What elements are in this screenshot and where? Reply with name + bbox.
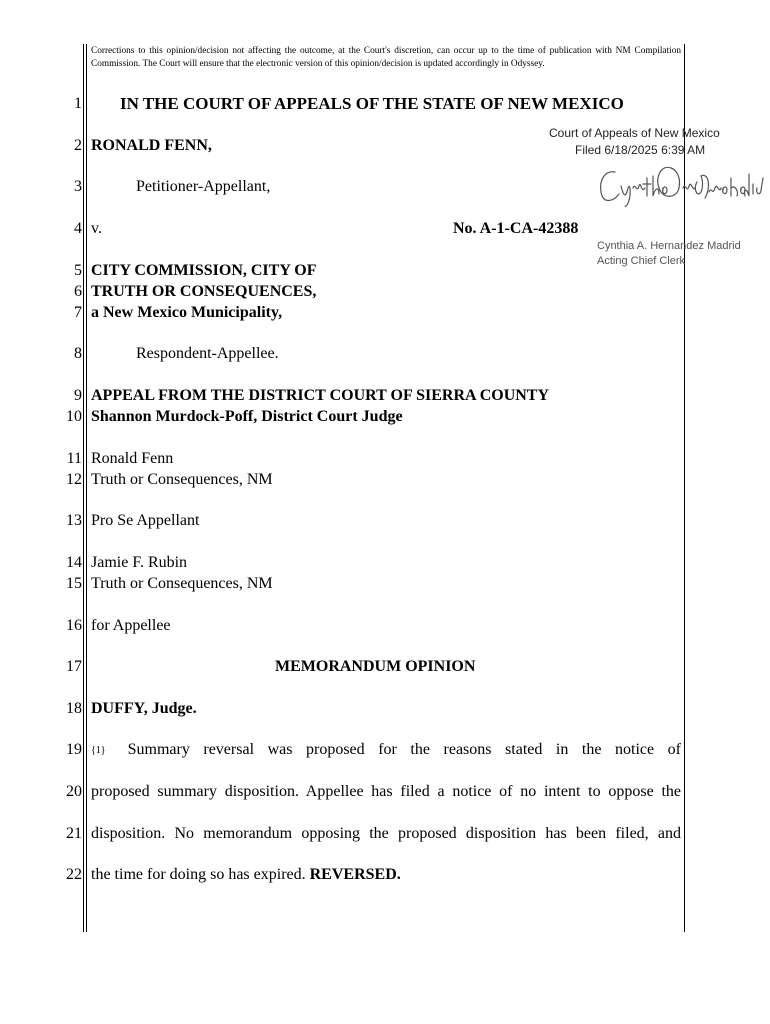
line-number: 13 xyxy=(66,512,82,529)
line-number: 16 xyxy=(66,617,82,634)
court-heading: IN THE COURT OF APPEALS OF THE STATE OF NEW MEXICO xyxy=(120,94,624,113)
line-number: 6 xyxy=(74,283,82,300)
petitioner-role: Petitioner-Appellant, xyxy=(136,178,271,195)
body-text: the time for doing so has expired. xyxy=(91,866,306,883)
body-line-22 xyxy=(91,866,401,884)
body-text: Summary reversal was proposed for the reasons stated in the notice of xyxy=(127,741,681,758)
body-line-21: disposition. No memorandum opposing the proposed disposition has been filed, and xyxy=(91,825,681,842)
line-number: 22 xyxy=(66,866,82,883)
body-line-19 xyxy=(91,741,681,760)
left-margin-rule-inner xyxy=(86,44,87,932)
appellant-role: Pro Se Appellant xyxy=(91,512,200,529)
line-number: 2 xyxy=(74,137,82,154)
appellant-city: Truth or Consequences, NM xyxy=(91,471,273,488)
left-margin-rule-outer xyxy=(83,44,84,932)
respondent-line-1: CITY COMMISSION, CITY OF xyxy=(91,262,317,279)
appellee-role: for Appellee xyxy=(91,617,171,634)
line-number: 19 xyxy=(66,741,82,758)
corrections-notice: Corrections to this opinion/decision not affecting the outcome, at the Court's discretion, can occur up to the time of publication with NM Compilation Commission. The Court will ensure that the electronic version of this opinion/decision is updated accordingly in Odyssey. xyxy=(91,46,681,69)
line-number: 7 xyxy=(74,304,82,321)
clerk-name: Cynthia A. Hernandez Madrid xyxy=(597,240,741,252)
author-line: DUFFY, Judge. xyxy=(91,700,197,717)
line-number: 10 xyxy=(66,408,82,425)
appellee-counsel: Jamie F. Rubin xyxy=(91,554,188,571)
respondent-line-2: TRUTH OR CONSEQUENCES, xyxy=(91,283,317,300)
stamp-filed: Filed 6/18/2025 6:39 AM xyxy=(575,143,706,157)
line-number: 4 xyxy=(74,220,82,237)
paragraph-marker: {1} xyxy=(91,745,106,756)
petitioner-name: RONALD FENN, xyxy=(91,137,212,154)
line-number: 20 xyxy=(66,783,82,800)
respondent-role: Respondent-Appellee. xyxy=(136,345,279,362)
appellant-name: Ronald Fenn xyxy=(91,450,174,467)
body-line-20: proposed summary disposition. Appellee has filed a notice of no intent to oppose the xyxy=(91,783,681,800)
line-number: 8 xyxy=(74,345,82,362)
line-number: 17 xyxy=(66,658,82,675)
clerk-signature xyxy=(597,158,767,210)
district-judge: Shannon Murdock-Poff, District Court Judge xyxy=(91,408,403,425)
line-number: 14 xyxy=(66,554,82,571)
line-number: 21 xyxy=(66,825,82,842)
clerk-title: Acting Chief Clerk xyxy=(597,255,686,267)
stamp-court: Court of Appeals of New Mexico xyxy=(549,126,720,140)
line-number: 11 xyxy=(66,450,82,467)
case-number: No. A-1-CA-42388 xyxy=(453,220,579,237)
versus: v. xyxy=(91,220,102,237)
opinion-title: MEMORANDUM OPINION xyxy=(275,658,476,675)
line-number: 1 xyxy=(74,95,82,112)
respondent-line-3: a New Mexico Municipality, xyxy=(91,304,283,321)
line-number: 5 xyxy=(74,262,82,279)
appeal-from: APPEAL FROM THE DISTRICT COURT OF SIERRA COUNTY xyxy=(91,387,550,404)
line-number: 12 xyxy=(66,471,82,488)
line-number: 3 xyxy=(74,178,82,195)
appellee-city: Truth or Consequences, NM xyxy=(91,575,273,592)
line-number: 15 xyxy=(66,575,82,592)
line-number: 9 xyxy=(74,387,82,404)
line-number: 18 xyxy=(66,700,82,717)
disposition: REVERSED. xyxy=(309,866,401,883)
